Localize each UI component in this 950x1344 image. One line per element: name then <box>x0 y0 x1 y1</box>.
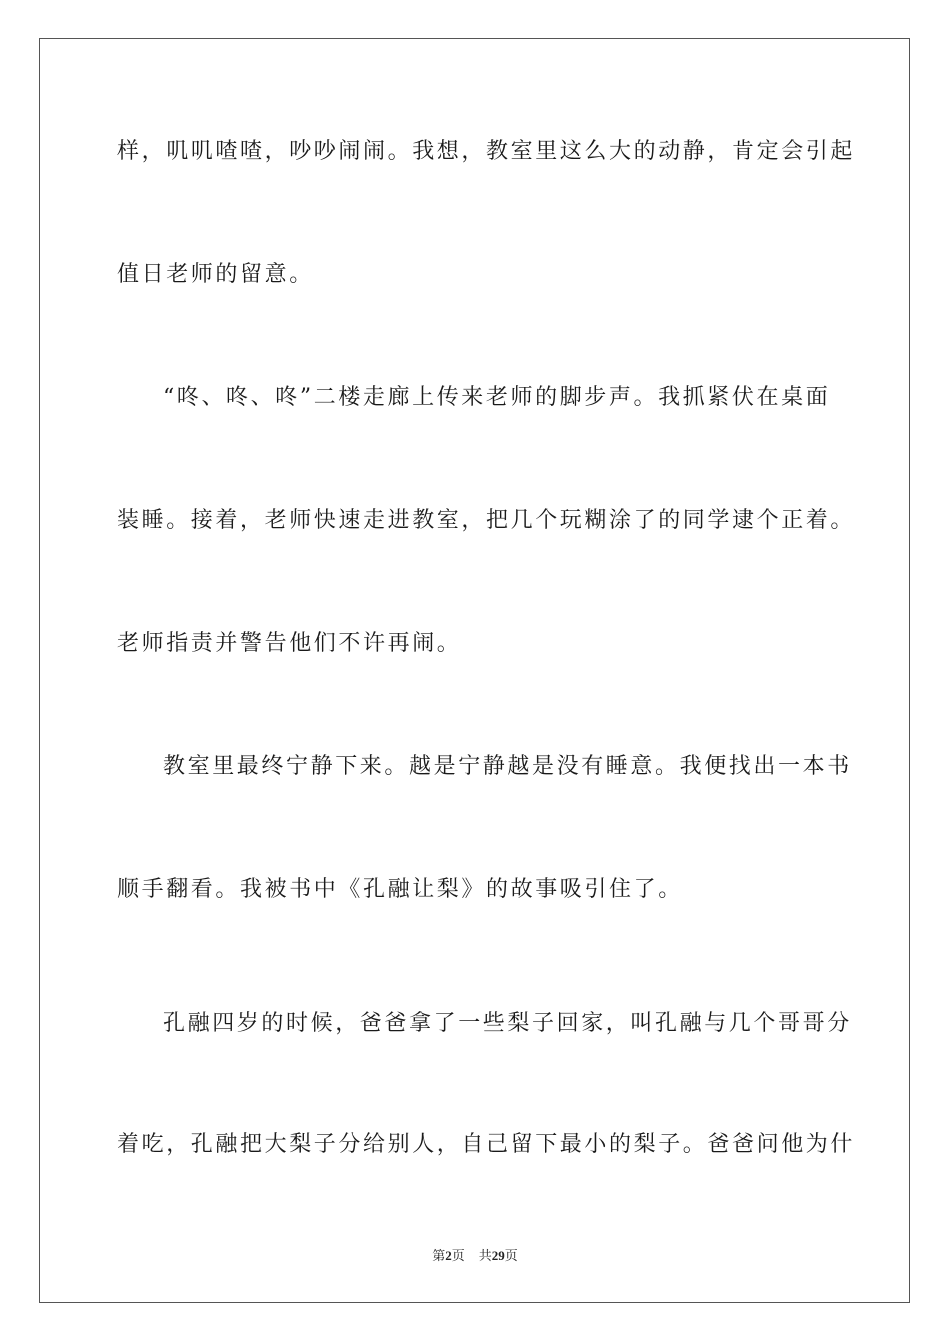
total-page-count: 29 <box>491 1248 505 1263</box>
text-line: 着吃，孔融把大梨子分给别人，自己留下最小的梨子。爸爸问他为什 <box>117 1132 856 1157</box>
page-suffix: 页 <box>451 1248 465 1263</box>
text-line: 老师指责并警告他们不许再闹。 <box>117 631 462 656</box>
paragraph-start-line: 孔融四岁的时候，爸爸拿了一些梨子回家，叫孔融与几个哥哥分 <box>163 1011 852 1036</box>
page-footer <box>0 1247 950 1265</box>
text-line: 值日老师的留意。 <box>117 262 314 287</box>
page-border <box>39 38 910 1303</box>
total-prefix: 共 <box>478 1248 492 1263</box>
text-line: 顺手翻看。我被书中《孔融让梨》的故事吸引住了。 <box>117 877 683 902</box>
page-prefix: 第 <box>432 1248 446 1263</box>
text-line: 样，叽叽喳喳，吵吵闹闹。我想，教室里这么大的动静，肯定会引起 <box>117 139 856 164</box>
text-line: 装睡。接着，老师快速走进教室，把几个玩糊涂了的同学逮个正着。 <box>117 508 856 533</box>
current-page-number: 2 <box>445 1248 452 1263</box>
total-suffix: 页 <box>504 1248 518 1263</box>
paragraph-start-line: “咚、咚、咚”二楼走廊上传来老师的脚步声。我抓紧伏在桌面 <box>163 385 831 410</box>
paragraph-start-line: 教室里最终宁静下来。越是宁静越是没有睡意。我便找出一本书 <box>163 754 852 779</box>
